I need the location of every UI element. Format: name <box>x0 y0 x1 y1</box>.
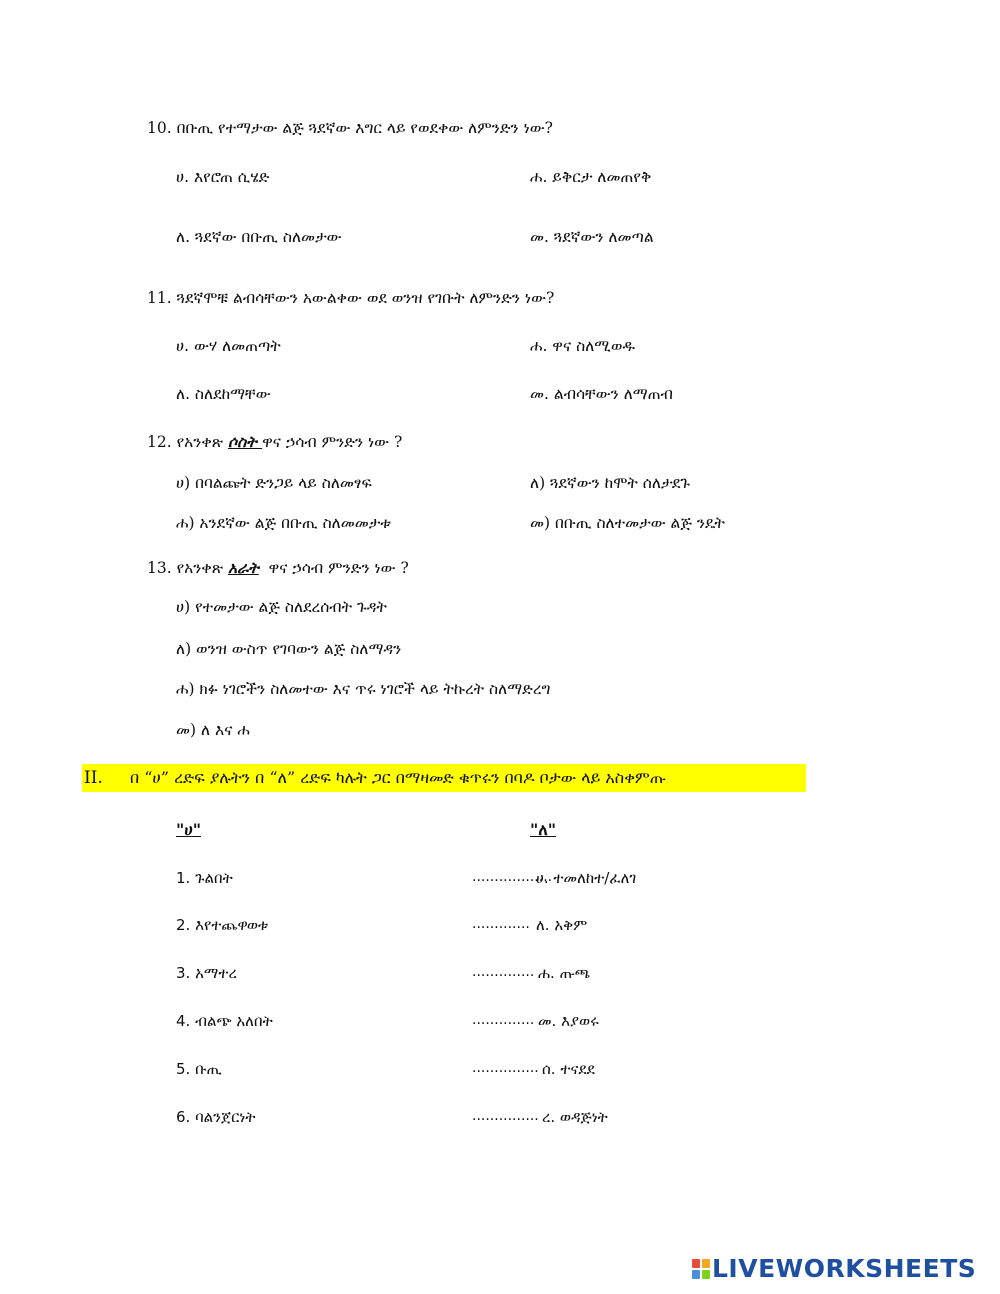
section-2-header <box>82 764 806 792</box>
option-12-b: ለ) ጓደኛውን ከሞት ሰለታደጉ <box>530 474 690 492</box>
option-11-d: መ. ልብሳቸውን ለማጠብ <box>530 385 673 403</box>
answer-blank-6[interactable]: ............... <box>472 1108 539 1124</box>
match-left-5: 5. ቡጢ <box>176 1060 222 1078</box>
question-text: በቡጢ የተማታው ልጅ ጓደኛው እግር ላይ የወደቀው ለምንድን ነው? <box>176 119 553 137</box>
question-13 <box>147 558 409 578</box>
question-11 <box>147 289 554 308</box>
logo-text: LIVEWORKSHEETS <box>712 1254 977 1283</box>
answer-blank-2[interactable]: ............. <box>472 916 530 932</box>
option-10-d: መ. ጓደኛውን ለመጣል <box>530 228 654 246</box>
question-number: 13. <box>147 559 172 577</box>
match-left-6: 6. ባልንጀርነት <box>176 1108 256 1126</box>
option-12-c: ሐ) አንደኛው ልጅ በቡጢ ስለመመታቱ <box>176 514 391 532</box>
section-number: II. <box>84 768 103 788</box>
question-number: 10. <box>147 119 172 137</box>
match-left-3: 3. አማተረ <box>176 964 237 982</box>
option-10-a: ሀ. እየሮጠ ሲሄድ <box>176 168 270 186</box>
option-12-d: መ) በቡጢ ስለተመታው ልጅ ንዴት <box>530 514 725 532</box>
question-10 <box>147 119 553 138</box>
liveworksheets-logo-icon <box>692 1259 710 1279</box>
question-12 <box>147 432 402 452</box>
match-right-1: ሀ. ተመለከተ/ፈለገ <box>536 869 637 887</box>
option-13-d: መ) ለ እና ሐ <box>176 721 250 739</box>
question-text-after: ዋና ኃሳብ ምንድን ነው ? <box>258 559 409 577</box>
column-a-header: "ሀ" <box>176 820 202 839</box>
option-10-c: ሐ. ይቅርታ ለመጠየቅ <box>530 168 652 186</box>
column-b-header: "ለ" <box>530 820 557 839</box>
match-left-2: 2. እየተጨዋወቱ <box>176 916 269 934</box>
question-emphasis: ሶስት <box>228 432 263 451</box>
option-12-a: ሀ) በባልጩት ድንጋይ ላይ ስለመፃፍ <box>176 474 372 492</box>
answer-blank-5[interactable]: ............... <box>472 1060 539 1076</box>
match-left-1: 1. ጉልበት <box>176 869 233 887</box>
match-right-4: መ. እያወሩ <box>538 1012 599 1030</box>
match-right-2: ለ. አቅም <box>536 916 588 934</box>
option-13-b: ለ) ወንዝ ውስጥ የገባውን ልጅ ስለማዳን <box>176 640 402 658</box>
match-right-3: ሐ. ጡጫ <box>538 964 591 982</box>
option-11-a: ሀ. ውሃ ለመጠጣት <box>176 337 281 355</box>
option-10-b: ለ. ጓደኛው በቡጢ ስለመታው <box>176 228 342 246</box>
question-text-before: የአንቀጽ <box>176 559 229 577</box>
question-text: ጓደኛሞቹ ልብሳቸውን አውልቀው ወደ ወንዝ የገቡት ለምንድን ነው? <box>176 289 555 307</box>
question-text-after: ዋና ኃሳብ ምንድን ነው ? <box>262 433 403 451</box>
match-left-4: 4. ብልጭ አለበት <box>176 1012 273 1030</box>
question-number: 12. <box>147 433 172 451</box>
match-right-5: ሰ. ተናደደ <box>542 1060 595 1078</box>
option-13-a: ሀ) የተመታው ልጅ ስለደረሰብት ጉዳት <box>176 598 387 616</box>
question-text-before: የአንቀጽ <box>176 433 229 451</box>
question-number: 11. <box>147 289 172 307</box>
match-right-6: ረ. ወዳጅነት <box>542 1108 608 1126</box>
section-instruction: በ “ሀ” ረድፍ ያሉትን በ “ለ” ረድፍ ካሉት ጋር በማዛመድ ቁጥሩን በባዶ ቦታው ላይ አስቀምጡ <box>130 768 667 787</box>
answer-blank-1[interactable]: .................. <box>472 869 553 885</box>
option-11-b: ለ. ስለደከማቸው <box>176 385 271 403</box>
question-emphasis: አራት <box>228 558 259 577</box>
option-13-c: ሐ) ክፉ ነገሮችን ስለመተው እና ጥሩ ነገሮች ላይ ትኩረት ስለማድረግ <box>176 680 551 698</box>
answer-blank-3[interactable]: .............. <box>472 964 535 980</box>
option-11-c: ሐ. ዋና ስለሚወዱ <box>530 337 636 355</box>
answer-blank-4[interactable]: .............. <box>472 1012 535 1028</box>
